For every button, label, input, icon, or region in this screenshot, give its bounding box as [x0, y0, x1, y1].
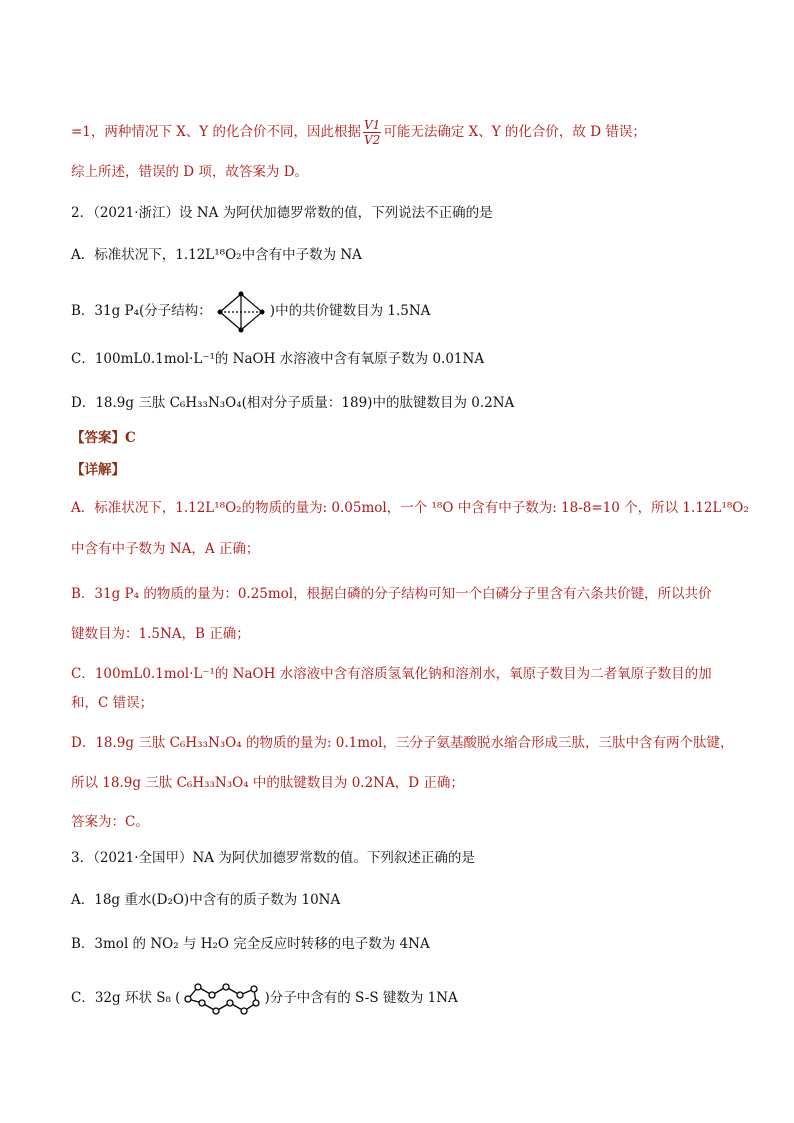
q2-option-a: A．标准状况下，1.12L¹⁸O₂中含有中子数为 NA	[71, 247, 362, 263]
q2-explanation-c-1: C．100mL0.1mol·L⁻¹的 NaOH 水溶液中含有溶质氢氧化钠和溶剂水，氧原子数目为二者氧原子数目的加	[71, 666, 712, 682]
prev-text-b: 可能无法确定 X、Y 的化合价，故 D 错误；	[383, 124, 646, 140]
q2-option-c: C．100mL0.1mol·L⁻¹的 NaOH 水溶液中含有氧原子数为 0.01NA	[71, 351, 485, 367]
q3-option-a: A．18g 重水(D₂O)中含有的质子数为 10NA	[71, 892, 341, 908]
q2-option-b-text-a: B．31g P₄(分子结构：	[71, 303, 212, 319]
q2-answer: 【答案】C	[71, 430, 136, 446]
q2-explanation-a-1: A．标准状况下，1.12L¹⁸O₂的物质的量为: 0.05mol，一个 ¹⁸O 中含有中子数为: 18-8=10 个，所以 1.12L¹⁸O₂	[71, 500, 749, 516]
q2-explanation-c-2: 和，C 错误；	[71, 695, 154, 711]
s8-ring-structure-icon	[182, 979, 262, 1019]
q3-option-b: B．3mol 的 NO₂ 与 H₂O 完全反应时转移的电子数为 4NA	[71, 936, 430, 952]
q2-explanation-a-2: 中含有中子数为 NA，A 正确；	[71, 541, 260, 557]
q3-option-c-text-b: )分子中含有的 S-S 键数为 1NA	[264, 990, 458, 1006]
q2-explanation-b-1: B．31g P₄ 的物质的量为：0.25mol，根据白磷的分子结构可知一个白磷分子里含有六条共价键，所以共价	[71, 586, 712, 602]
q3-option-c	[71, 976, 458, 1020]
q2-option-d: D．18.9g 三肽 C₆H₃₃N₃O₄(相对分子质量：189)中的肽键数目为 0.2NA	[71, 395, 515, 411]
q2-conclusion: 答案为：C。	[71, 814, 149, 830]
prev-explanation-line-1	[71, 118, 646, 147]
q2-option-b-text-b: )中的共价键数目为 1.5NA	[269, 303, 431, 319]
q2-explanation-d-2: 所以 18.9g 三肽 C₆H₃₃N₃O₄ 中的肽键数目为 0.2NA，D 正确；	[71, 775, 464, 791]
q2-stem: 2．（2021·浙江）设 NA 为阿伏加德罗常数的值，下列说法不正确的是	[71, 205, 493, 221]
q2-explanation-b-2: 键数目为：1.5NA，B 正确；	[71, 626, 250, 642]
p4-tetrahedron-structure-icon	[214, 290, 268, 334]
q2-detail-heading: 【详解】	[71, 462, 125, 478]
volume-ratio-fraction	[363, 118, 381, 147]
fraction-denominator: V2	[364, 133, 381, 147]
fraction-numerator: V1	[364, 118, 381, 132]
q2-explanation-d-1: D．18.9g 三肽 C₆H₃₃N₃O₄ 的物质的量为: 0.1mol，三分子氨基酸脱水缩合形成三肽，三肽中含有两个肽键，	[71, 735, 734, 751]
q3-option-c-text-a: C．32g 环状 S₈ (	[71, 990, 181, 1006]
prev-text-a: =1，两种情况下 X、Y 的化合价不同，因此根据	[71, 124, 362, 140]
q3-stem: 3．（2021·全国甲）NA 为阿伏加德罗常数的值。下列叙述正确的是	[71, 850, 475, 866]
q2-option-b	[71, 289, 430, 334]
prev-summary: 综上所述，错误的 D 项，故答案为 D。	[71, 164, 309, 180]
